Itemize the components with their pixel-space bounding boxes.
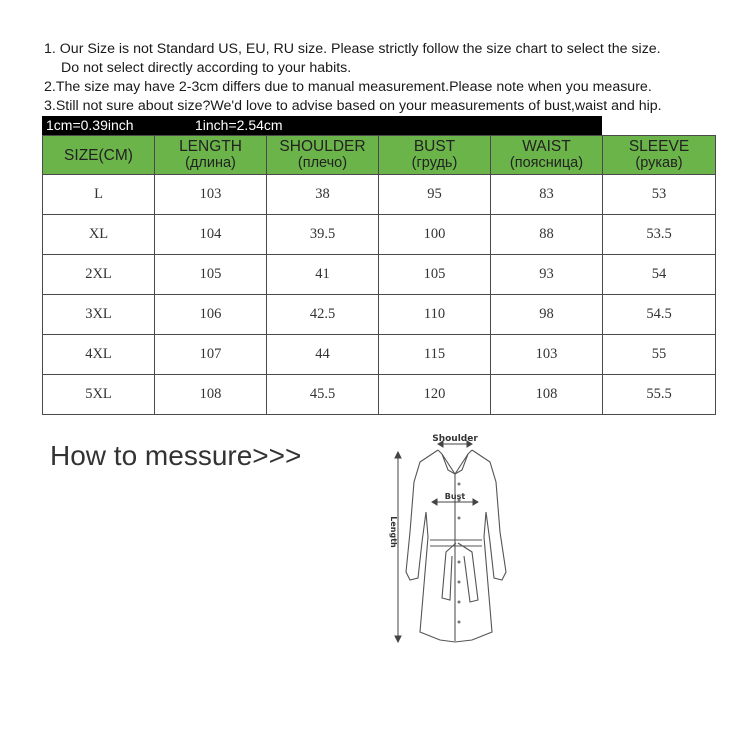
header-waist: WAIST (поясница) xyxy=(491,136,603,175)
sleeve-cell: 53.5 xyxy=(603,215,716,255)
size-notes xyxy=(44,40,734,116)
note-2: 2.The size may have 2-3cm differs due to manual measurement.Please note when you measure. xyxy=(44,79,652,95)
shoulder-label: Shoulder xyxy=(432,434,478,444)
length-cell: 108 xyxy=(155,375,267,415)
inch-to-cm: 1inch=2.54cm xyxy=(195,117,283,133)
size-cell: 5XL xyxy=(43,375,155,415)
size-cell: 3XL xyxy=(43,295,155,335)
sleeve-cell: 54 xyxy=(603,255,716,295)
shoulder-cell: 39.5 xyxy=(267,215,379,255)
waist-cell: 93 xyxy=(491,255,603,295)
size-cell: 2XL xyxy=(43,255,155,295)
bust-cell: 95 xyxy=(379,175,491,215)
bust-cell: 120 xyxy=(379,375,491,415)
sleeve-cell: 55.5 xyxy=(603,375,716,415)
table-row xyxy=(43,335,716,375)
header-sleeve: SLEEVE (рукав) xyxy=(603,136,716,175)
shoulder-cell: 38 xyxy=(267,175,379,215)
table-row xyxy=(43,175,716,215)
waist-cell: 108 xyxy=(491,375,603,415)
size-cell: L xyxy=(43,175,155,215)
length-label: Length xyxy=(389,516,398,548)
table-row xyxy=(43,375,716,415)
coat-measurement-diagram xyxy=(380,422,530,662)
bust-cell: 115 xyxy=(379,335,491,375)
sleeve-cell: 54.5 xyxy=(603,295,716,335)
shoulder-cell: 45.5 xyxy=(267,375,379,415)
header-bust: BUST (грудь) xyxy=(379,136,491,175)
table-header-row xyxy=(43,136,716,175)
note-1: 1. Our Size is not Standard US, EU, RU size. Please strictly follow the size chart to select the size. xyxy=(44,41,661,57)
bust-cell: 110 xyxy=(379,295,491,335)
header-shoulder: SHOULDER (плечо) xyxy=(267,136,379,175)
unit-conversion-bar xyxy=(42,116,602,135)
length-cell: 104 xyxy=(155,215,267,255)
waist-cell: 88 xyxy=(491,215,603,255)
bust-cell: 100 xyxy=(379,215,491,255)
table-row xyxy=(43,215,716,255)
size-cell: 4XL xyxy=(43,335,155,375)
sleeve-cell: 55 xyxy=(603,335,716,375)
note-3: 3.Still not sure about size?We'd love to advise based on your measurements of bust,waist and hip. xyxy=(44,98,662,114)
waist-cell: 98 xyxy=(491,295,603,335)
cm-to-inch: 1cm=0.39inch xyxy=(46,117,134,133)
waist-cell: 83 xyxy=(491,175,603,215)
note-1-continued: Do not select directly according to your habits. xyxy=(61,60,352,76)
table-row xyxy=(43,255,716,295)
waist-cell: 103 xyxy=(491,335,603,375)
size-chart-table xyxy=(42,135,716,415)
shoulder-cell: 42.5 xyxy=(267,295,379,335)
length-cell: 105 xyxy=(155,255,267,295)
coat-outline-icon xyxy=(406,450,506,642)
coat-buttons xyxy=(458,483,461,624)
table-row xyxy=(43,295,716,335)
shoulder-cell: 44 xyxy=(267,335,379,375)
length-cell: 103 xyxy=(155,175,267,215)
header-size: SIZE(CM) xyxy=(43,136,155,175)
bust-label: Bust xyxy=(444,492,466,501)
length-cell: 106 xyxy=(155,295,267,335)
size-cell: XL xyxy=(43,215,155,255)
how-to-measure-heading: How to messure>>> xyxy=(50,440,302,471)
shoulder-cell: 41 xyxy=(267,255,379,295)
sleeve-cell: 53 xyxy=(603,175,716,215)
bust-cell: 105 xyxy=(379,255,491,295)
length-cell: 107 xyxy=(155,335,267,375)
header-length: LENGTH (длина) xyxy=(155,136,267,175)
